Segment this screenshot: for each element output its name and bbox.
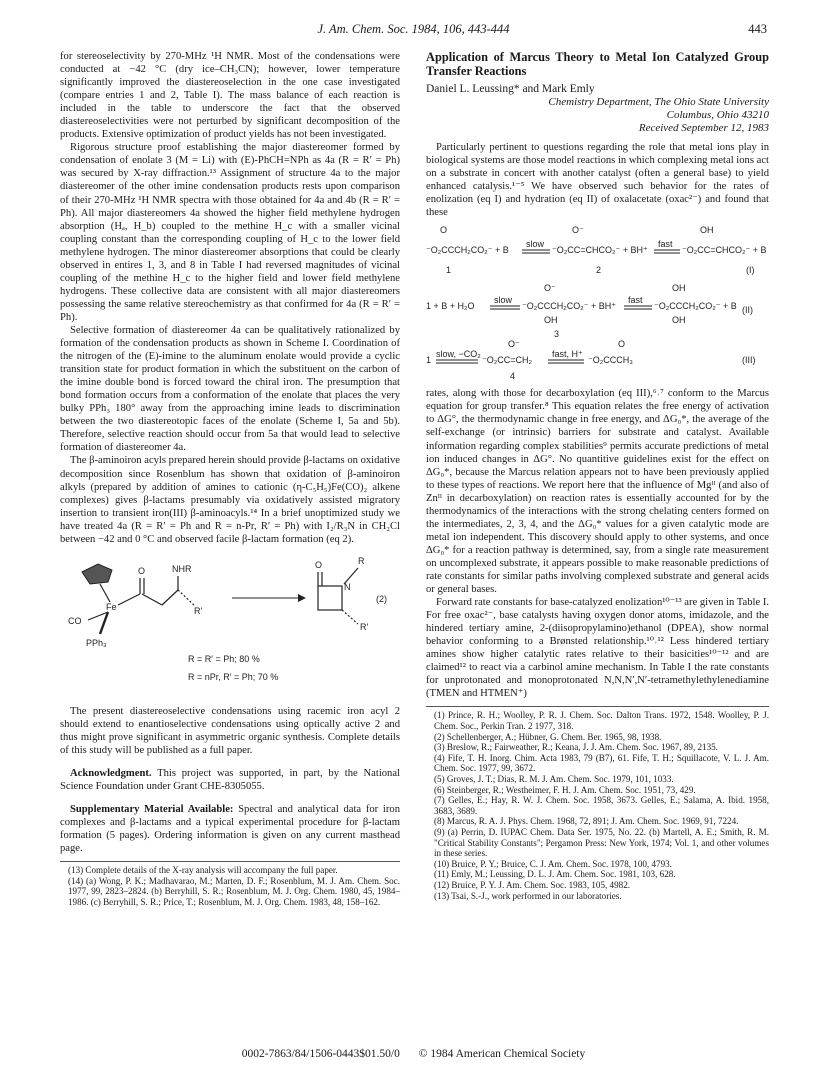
left-paragraph-1: for stereoselectivity by 270-MHz ¹H NMR. Most of the condensations were conducted at −42 °C (dry ice–CH₃CN); however, lower temperature significantly improved the diastereoselection in the one case investigated (compare entries 1 and 2, Table I). The mass balance of each reaction is included in the table to underscore the fact that the observed diastereoselectivities were not perturbed by significant decomposition of the products. Extensive optimization of product yields has not been investigated.: [60, 51, 400, 141]
supplementary-text: Spectral and analytical data for iron complexes and β-lactams and a typical experimental procedure for β-lactam formation (5 pages). Ordering information is given on any current masthead page.: [60, 804, 400, 855]
eq3-reactant: 1: [426, 355, 432, 366]
eq3-product: ⁻O₂CCCH₃: [588, 355, 633, 366]
co-label: CO: [68, 615, 82, 626]
right-column: [426, 50, 769, 901]
eq3-ominus: O⁻: [508, 339, 520, 350]
eq3-label: (III): [742, 355, 756, 366]
eq3-o: O: [618, 339, 626, 350]
footnote: (8) Marcus, R. A. J. Phys. Chem. 1968, 72, 891; J. Am. Chem. Soc. 1969, 91, 7224.: [434, 816, 739, 827]
copyright: © 1984 American Chemical Society: [418, 1048, 586, 1060]
reaction-scheme-enolization: [426, 223, 769, 383]
eq1-oh: OH: [700, 225, 714, 236]
compound-3: 3: [554, 329, 560, 340]
article-authors: Daniel L. Leussing* and Mark Emly: [426, 83, 595, 95]
eq1-slow: slow: [526, 239, 545, 250]
acknowledgment: [60, 767, 400, 793]
eq1-product: ⁻O₂CC=CHCO₂⁻ + B: [682, 245, 767, 256]
beta-lactam-scheme: [60, 550, 400, 705]
footnote: (5) Groves, J. T.; Dias, R. M. J. Am. Chem. Soc. 1979, 101, 1033.: [434, 774, 674, 785]
right-paragraph-2: rates, along with those for decarboxylation (eq III),⁶˒⁷ conform to the Marcus equation for group transfer.⁸ This equation relates the free energy of activation to ΔG°, the thermodynamic change in free energy, and ΔG₀*, the average of the self-exchange (or intrinsic) barriers for substrate and catalyst. Available information regarding complex stabilities⁹ permits accurate predictions of metal ion induced changes in ΔG°. No quantitive guidelines exist for the effect on ΔG₀*, because the Marcus relation appears not to have been previously applied to these types of reactions. We report here that the influence of Mgᴵᴵ (and also of Znᴵᴵ in decarboxylation) on reaction rates is essentially accounted for by the thermodynamics of the interactions with the strong chelating centers formed on the intermediates, 2, 3, 4, and the ΔG₀* values for a given catalytic mode are metal ion independent. This discovery should apply to other systems, and once ΔG₀* for a reaction pathway is determined, say, from a single rate measurement on uncomplexed substrate, it appears possible to make reasonable predictions of rate constants for similar paths involving complexed substrate and general acids or general bases.: [426, 388, 769, 596]
yield-line-1: R = R′ = Ph; 80 %: [188, 653, 260, 664]
compound-2: 2: [596, 265, 602, 276]
eq1-reactant: ⁻O₂CCCH₂CO₂⁻ + B: [426, 245, 509, 256]
footnote: (13) Tsai, S.-J., work performed in our laboratories.: [434, 890, 622, 901]
eq2-ominus: O⁻: [544, 283, 556, 294]
eq1-ominus: O⁻: [572, 225, 584, 236]
equation-number-2: (2): [376, 593, 387, 604]
eq2-label: (II): [742, 305, 753, 316]
left-paragraph-5: The present diastereoselective condensations using racemic iron acyl 2 should extend to enantioselective condensations using optically active 2 and thus might prove significant in asymmetric organic synthesis. Complete details of this study will be published as a full paper.: [60, 705, 400, 756]
left-paragraph-4: The β-aminoiron acyls prepared herein should provide β-lactams on oxidative decomposition since Rosenblum has shown that oxidation of β-aminoiron alkyls (prepared by addition of amines to cationic (η-C₅H₅)Fe(CO)₂ alkene complexes) gives β-lactams presumably via oxidatively assisted migratory insertion to transient iron(III) β-aminoacyls.¹⁴ In a brief unoptimized study we have treated 4a (R = R′ = Ph and R = n-Pr, R′ = Ph) with I₂/R₃N in CH₂Cl between −42 and 0 °C and observed facile β-lactam formation (eq 2).: [60, 455, 400, 545]
beta-lactam-ring: [318, 586, 342, 610]
eq3-slow: slow, −CO₂: [436, 349, 481, 360]
acknowledgment-label: Acknowledgment.: [70, 767, 152, 779]
carbonyl-o-label: O: [138, 565, 146, 576]
left-column: [60, 50, 400, 908]
cp-ring: [82, 564, 112, 584]
eq2-reactant: 1 + B + H₂O: [426, 301, 475, 312]
yield-line-2: R = nPr, R′ = Ph; 70 %: [188, 671, 279, 682]
footnote: (3) Breslow, R.; Fairweather, R.; Keana, J. J. Am. Chem. Soc. 1967, 89, 2135.: [434, 742, 718, 753]
footnote: (6) Steinberger, R.; Westheimer, F. H. J. Am. Chem. Soc. 1951, 73, 429.: [434, 784, 696, 795]
journal-citation: J. Am. Chem. Soc. 1984, 106, 443-444: [317, 22, 510, 36]
article-code: 0002-7863/84/1506-0443$01.50/0: [241, 1048, 400, 1060]
right-paragraph-3: Forward rate constants for base-catalyzed enolization¹⁰⁻¹³ are given in Table I. For free oxac²⁻, base catalysts having oxygen donor atoms, imidazole, and the hindered tertiary amine, 2-(diisopropylamino)ethanol (DPEA), show normal behavior conforming to a Brønsted relationship.¹⁰˒¹² Less hindered tertiary amines show higher catalytic rates relative to their basicities¹⁰⁻¹² and are claimed¹² to react via a carbinol amine mechanism. In Table I the rate constants for unprotonated and monoprotonated N,N,N′,N′-tetramethylethylenediamine (TMEN and HTMEN⁺): [426, 597, 769, 700]
footnote: (12) Bruice, P. Y. J. Am. Chem. Soc. 1983, 105, 4982.: [434, 879, 631, 890]
eq1-label: (I): [746, 265, 755, 276]
received-date: Received September 12, 1983: [638, 122, 769, 135]
acknowledgment-text: This project was supported, in part, by the National Science Foundation under Grant CHE-8305055.: [60, 767, 400, 793]
lactam-o-label: O: [315, 559, 323, 570]
lactam-r-label: R: [358, 555, 365, 566]
footnote: (14) (a) Wong, P. K.; Madhavarao, M.; Marten, D. F.; Rosenblum, M. J. Am. Chem. Soc. 1977, 99, 2823–2824. (b) Berryhill, S. R.; Rosenblum, M. J. Org. Chem. 1980, 45, 1984–1986. (c) Berryhill, S. R.; Price, T.; Rosenblum, M. J. Org. Chem. 1983, 48, 158–162.: [68, 875, 400, 908]
eq2-intermediate: ⁻O₂CCCH₂CO₂⁻ + BH⁺: [522, 301, 616, 312]
lactam-n-label: N: [344, 581, 351, 592]
eq1-intermediate: ⁻O₂CC=CHCO₂⁻ + BH⁺: [552, 245, 648, 256]
footnote: (1) Prince, R. H.; Woolley, P. R. J. Chem. Soc. Dalton Trans. 1972, 1548. Woolley, P. J. Chem. Soc., Perkin Tran. 2 1977, 318.: [434, 710, 769, 732]
eq2-slow: slow: [494, 295, 513, 306]
eq2-fast: fast: [628, 295, 643, 306]
affiliation-line-1: Chemistry Department, The Ohio State University: [548, 96, 769, 109]
footnote: (2) Schellenberger, A.; Hübner, G. Chem. Ber. 1965, 98, 1938.: [434, 731, 662, 742]
footnote: (13) Complete details of the X-ray analysis will accompany the full paper.: [68, 865, 338, 876]
footnote: (9) (a) Perrin, D. IUPAC Chem. Data Ser. 1975, No. 22. (b) Martell, A. E.; Smith, R. M. "Critical Stability Constants"; Pergamon Press: New York, 1974; Vol. 1, and other volumes in these series.: [434, 826, 769, 859]
article-title: Application of Marcus Theory to Metal Ion Catalyzed Group Transfer Reactions: [426, 50, 769, 78]
footnote: (7) Gelles, E.; Hay, R. W. J. Chem. Soc. 1958, 3673. Gelles, E.; Salama, A. Ibid. 1958, 3683, 3689.: [434, 795, 769, 816]
footnote-rule: [426, 706, 769, 707]
left-paragraph-3: Selective formation of diastereomer 4a can be qualitatively rationalized by formation of the condensation products as shown in Scheme I. Coordination of the nitrogen of the (E)-imine to the aluminum enolate would provide a cyclic transition state for product formation in which the substituent on the carbon of the imine double bond is forced toward the chiral iron. The presumption that bond formation occurs from a conformation of the enolate that places the very bulky PPh₃ 180° away from the approaching imine leads to discrimination between the two diastereotopic faces of the enolate (Scheme I, 5a and 5b). Therefore, selective reaction should occur from 5a that would lead to selective formation of diastereomer 4a.: [60, 324, 400, 454]
page-footer: [0, 1048, 827, 1060]
left-paragraph-2: Rigorous structure proof establishing the major diastereomer formed by condensation of enolate 3 (M = Li) with (E)-PhCH=NPh as 4a (R = R′ = Ph) was secured by X-ray diffraction.¹³ Assignment of structure 4a to the major diastereomer of the other imine condensation products rests upon comparison of their 270-MHz ¹H NMR spectra with those obtained for 4a and 4b (R = R′ = Ph). All major diastereomers 4a showed the higher field methylene hydrogen absorption (Hₐ, H_b) coupled to the methine H_c with a smaller vicinal coupling constant than the corresponding coupling of H_c to the lower field methylene hydrogen. The minor diastereomer absorptions that could be clearly observed in entires 1, 3, and 8 in Table I had reversed magnitudes of vicinal coupling of the methine H_c to the higher field and lower field methylene hydrogens. These collective data are consistent with all major diastereomers possessing the same relative stereochemistry as that confirmed for 4a (R = R′ = Ph).: [60, 142, 400, 323]
eq2-product: ⁻O₂CCCH₂CO₂⁻ + B: [654, 301, 737, 312]
lactam-r-prime-label: R′: [360, 621, 369, 632]
compound-4: 4: [510, 371, 516, 382]
eq3-fast: fast, H⁺: [552, 349, 583, 360]
compound-1: 1: [446, 265, 452, 276]
eq2-oh-top: OH: [672, 283, 686, 294]
supplementary-material: [60, 803, 400, 855]
eq2-oh-bottom: OH: [544, 315, 558, 326]
right-paragraph-1: Particularly pertinent to questions regarding the role that metal ions play in biological systems are those model reactions in which complexing metal ions act on a substrate in concert with another catalyst (often a general base) to yield enhanced catalysis.¹⁻⁵ We have observed such behavior for the rates of enolization (eq I) and hydration (eq II) of oxalacetate (oxac²⁻) and found that these: [426, 142, 769, 219]
supplementary-label: Supplementary Material Available:: [70, 804, 234, 816]
footnote: (10) Bruice, P. Y.; Bruice, C. J. Am. Chem. Soc. 1978, 100, 4793.: [434, 858, 672, 869]
affiliation-line-2: Columbus, Ohio 43210: [666, 109, 769, 122]
page-number: 443: [748, 22, 767, 36]
r-prime-label: R′: [194, 605, 203, 616]
eq1-fast: fast: [658, 239, 673, 250]
iron-label: Fe: [106, 601, 117, 612]
eq1-o: O: [440, 225, 448, 236]
nhr-label: NHR: [172, 563, 192, 574]
footnote: (4) Fife, T. H. Inorg. Chim. Acta 1983, 79 (B7), 61. Fife, T. H.; Squillacote, V. L. J. Am. Chem. Soc. 1977, 99, 3672.: [434, 752, 769, 774]
eq2-oh-bottom-2: OH: [672, 315, 686, 326]
eq3-intermediate: ⁻O₂CC=CH₂: [482, 355, 532, 366]
footnote: (11) Emly, M.; Leussing, D. L. J. Am. Chem. Soc. 1981, 103, 628.: [434, 869, 676, 880]
footnote-rule: [60, 861, 400, 862]
pph3-label: PPh₃: [86, 637, 107, 648]
